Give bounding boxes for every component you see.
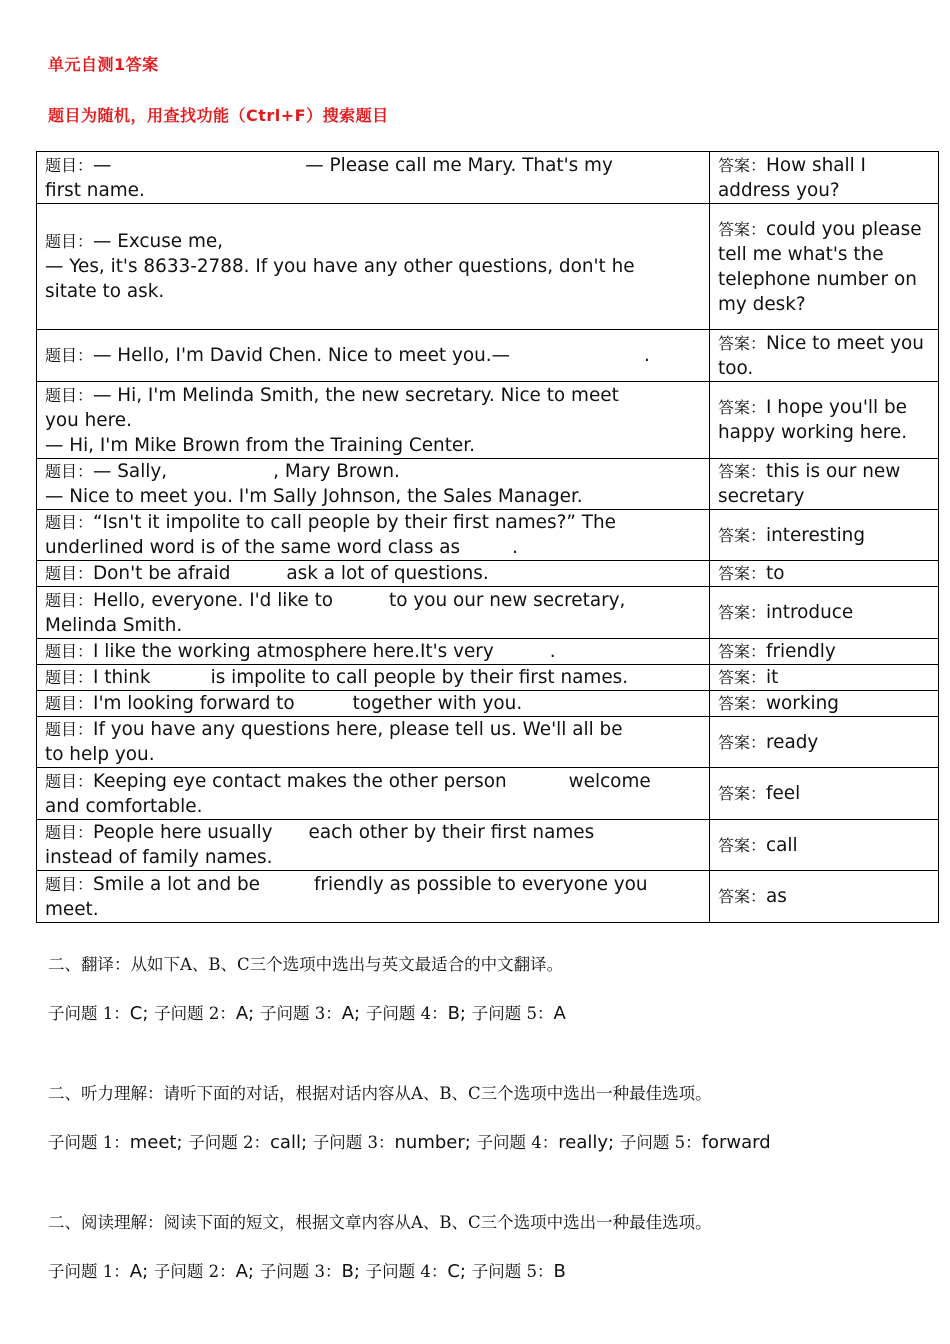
table-row: [37, 587, 939, 639]
section-answers-listening: 子问题 1：meet; 子问题 2：call; 子问题 3：number; 子问题 4：really; 子问题 5：forward: [48, 1132, 771, 1153]
table-row: [37, 330, 939, 382]
answer-cell: 答案：as: [710, 871, 939, 923]
table-row: [37, 382, 939, 459]
answer-value: Nice to meet you too.: [718, 332, 924, 379]
answer-value: ready: [766, 731, 819, 753]
question-cell: 题目：Hello, everyone. I'd like to to you our new secretary, Melinda Smith.: [37, 587, 710, 639]
answer-cell: 答案：friendly: [710, 639, 939, 665]
table-row: [37, 768, 939, 820]
answer-value: How shall I address you?: [718, 154, 866, 201]
answer-value: could you please tell me what's the telephone number on my desk?: [718, 218, 922, 315]
answer-cell: 答案：it: [710, 665, 939, 691]
question-cell: 题目：— Sally, , Mary Brown. — Nice to meet you. I'm Sally Johnson, the Sales Manager.: [37, 459, 710, 510]
table-row: [37, 871, 939, 923]
answer-value: it: [766, 667, 779, 688]
answer-cell: 答案：this is our new secretary: [710, 459, 939, 510]
table-row: [37, 665, 939, 691]
answer-value: call: [766, 834, 798, 856]
question-cell: 题目：I think is impolite to call people by their first names.: [37, 665, 710, 691]
answer-value: I hope you'll be happy working here.: [718, 397, 908, 443]
section-answers-reading: 子问题 1：A; 子问题 2：A; 子问题 3：B; 子问题 4：C; 子问题 5：B: [48, 1261, 566, 1282]
table-row: [37, 561, 939, 587]
question-cell: 题目：— — Please call me Mary. That's my first name.: [37, 152, 710, 204]
answer-cell: 答案：working: [710, 691, 939, 717]
table-row: [37, 639, 939, 665]
table-row: [37, 459, 939, 510]
answer-label: 答案：: [718, 155, 767, 175]
answer-value: friendly: [766, 641, 836, 662]
answer-value: working: [766, 693, 839, 714]
answer-cell: 答案：could you please tell me what's the telephone number on my desk?: [710, 204, 939, 330]
question-cell: 题目：— Hi, I'm Melinda Smith, the new secretary. Nice to meet you here. — Hi, I'm Mike Brown from the Training Center.: [37, 382, 710, 459]
table-row: [37, 510, 939, 561]
question-cell: 题目：— Excuse me, — Yes, it's 8633-2788. If you have any other questions, don't he sitate to ask.: [37, 204, 710, 330]
table-row: [37, 820, 939, 871]
question-cell: 题目：Don't be afraid ask a lot of questions.: [37, 561, 710, 587]
answer-cell: 答案：Nice to meet you too.: [710, 330, 939, 382]
page-subtitle: 题目为随机，用查找功能（Ctrl+F）搜索题目: [48, 106, 389, 125]
answer-value: introduce: [766, 602, 854, 623]
table-row: [37, 204, 939, 330]
answer-cell: 答案：feel: [710, 768, 939, 820]
question-cell: 题目：If you have any questions here, please tell us. We'll all be to help you.: [37, 717, 710, 768]
qa-table: [36, 151, 939, 923]
table-row: [37, 717, 939, 768]
answer-cell: 答案：ready: [710, 717, 939, 768]
question-cell: 题目：People here usually each other by their first names instead of family names.: [37, 820, 710, 871]
section-answers-translation: 子问题 1：C; 子问题 2：A; 子问题 3：A; 子问题 4：B; 子问题 5：A: [48, 1003, 566, 1024]
answer-cell: 答案：interesting: [710, 510, 939, 561]
question-cell: 题目：Keeping eye contact makes the other person welcome and comfortable.: [37, 768, 710, 820]
question-cell: 题目：Smile a lot and be friendly as possible to everyone you meet.: [37, 871, 710, 923]
table-row: [37, 691, 939, 717]
answer-cell: 答案：call: [710, 820, 939, 871]
answer-cell: 答案：introduce: [710, 587, 939, 639]
answer-cell: 答案：to: [710, 561, 939, 587]
question-cell: 题目：“Isn't it impolite to call people by their first names?” The underlined word is of the same word class as .: [37, 510, 710, 561]
answer-cell: [710, 152, 939, 204]
answer-cell: 答案：I hope you'll be happy working here.: [710, 382, 939, 459]
answer-value: as: [766, 886, 787, 907]
answer-value: to: [766, 563, 785, 584]
question-cell: 题目：I'm looking forward to together with you.: [37, 691, 710, 717]
section-heading-listening: 二、听力理解：请听下面的对话，根据对话内容从A、B、C三个选项中选出一种最佳选项。: [48, 1084, 712, 1103]
question-label: 题目：: [45, 155, 94, 175]
page-title: 单元自测1答案: [48, 55, 159, 74]
section-heading-reading: 二、阅读理解：阅读下面的短文，根据文章内容从A、B、C三个选项中选出一种最佳选项。: [48, 1213, 712, 1232]
question-cell: 题目：I like the working atmosphere here.It's very .: [37, 639, 710, 665]
answer-value: feel: [766, 783, 801, 804]
section-heading-translation: 二、翻译：从如下A、B、C三个选项中选出与英文最适合的中文翻译。: [48, 955, 564, 974]
table-row: [37, 152, 939, 204]
question-cell: 题目：— Hello, I'm David Chen. Nice to meet you.— .: [37, 330, 710, 382]
answer-value: interesting: [766, 524, 866, 546]
answer-value: this is our new secretary: [718, 461, 901, 507]
